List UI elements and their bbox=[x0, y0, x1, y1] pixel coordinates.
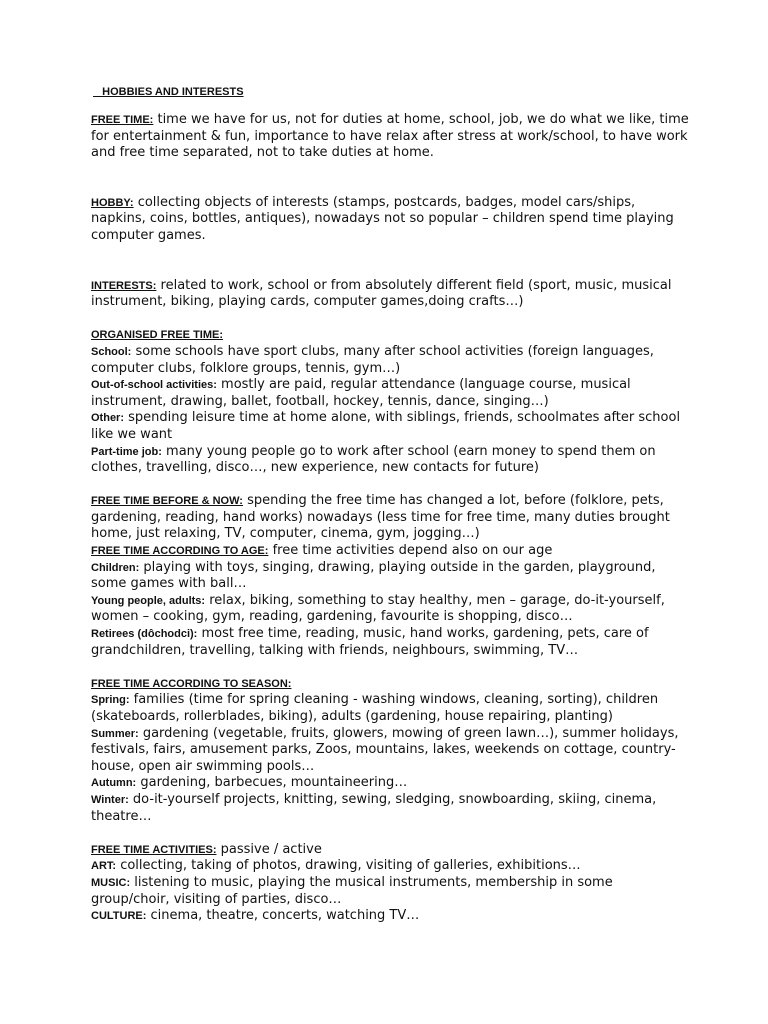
season-item-text: gardening, barbecues, mountaineering… bbox=[136, 775, 408, 791]
activities-item-text: cinema, theatre, concerts, watching TV… bbox=[146, 908, 420, 924]
organised-item-school bbox=[91, 344, 691, 377]
interests-text: related to work, school or from absolutely different field (sport, music, musical instrument, biking, playing cards, computer games,doing crafts…) bbox=[91, 277, 672, 310]
organised-item-label: Part-time job: bbox=[91, 445, 162, 458]
before-now-label: FREE TIME BEFORE & NOW: bbox=[91, 495, 243, 508]
season-item-spring bbox=[91, 692, 691, 725]
activities-heading bbox=[91, 842, 691, 859]
organised-item-label: School: bbox=[91, 345, 132, 358]
spacer bbox=[91, 477, 691, 494]
age-item-retirees bbox=[91, 626, 691, 659]
activities-item-art bbox=[91, 858, 691, 875]
season-heading bbox=[91, 676, 691, 693]
activities-item-label: CULTURE: bbox=[91, 910, 147, 923]
organised-item-text: spending leisure time at home alone, with siblings, friends, schoolmates after school like we want bbox=[91, 410, 681, 442]
season-label: FREE TIME ACCORDING TO SEASON: bbox=[91, 677, 292, 690]
age-item-children bbox=[91, 560, 691, 593]
hobby-text: collecting objects of interests (stamps, postcards, badges, model cars/ships, napkins, coins, bottles, antiques), nowadays not so popular – children spend time playing computer games. bbox=[91, 194, 674, 243]
season-item-text: do-it-yourself projects, knitting, sewing, sledging, snowboarding, skiing, cinema, theatre… bbox=[91, 791, 657, 824]
season-item-label: Summer: bbox=[91, 727, 139, 740]
age-item-label: Retirees (dôchodci): bbox=[91, 628, 198, 641]
organised-heading bbox=[91, 327, 691, 344]
organised-label: ORGANISED FREE TIME: bbox=[91, 329, 224, 342]
free-time-text: time we have for us, not for duties at home, school, job, we do what we like, time for entertainment & fun, importance to have relax after stress at work/school, to have work and free time separated, not to take duties at home. bbox=[91, 112, 689, 161]
organised-item-part-time-job bbox=[91, 444, 691, 477]
age-item-label: Young people, adults: bbox=[91, 594, 206, 607]
activities-item-music bbox=[91, 875, 691, 908]
interests-paragraph bbox=[91, 278, 691, 311]
spacer bbox=[91, 245, 691, 278]
free-time-paragraph bbox=[91, 112, 691, 162]
activities-item-text: collecting, taking of photos, drawing, visiting of galleries, exhibitions… bbox=[116, 858, 581, 874]
interests-label: INTERESTS: bbox=[91, 279, 157, 292]
organised-item-label: Other: bbox=[91, 412, 124, 425]
spacer bbox=[91, 659, 691, 676]
organised-item-label: Out-of-school activities: bbox=[91, 379, 217, 392]
age-label: FREE TIME ACCORDING TO AGE: bbox=[91, 545, 269, 558]
season-item-summer bbox=[91, 726, 691, 776]
age-item-label: Children: bbox=[91, 561, 140, 574]
free-time-label: FREE TIME: bbox=[91, 114, 154, 126]
organised-item-text: mostly are paid, regular attendance (language course, musical instrument, drawing, ballet, football, hockey, tennis, dance, singing…) bbox=[91, 377, 631, 409]
hobby-paragraph bbox=[91, 195, 691, 245]
season-item-label: Autumn: bbox=[91, 777, 137, 790]
document-page bbox=[91, 86, 691, 925]
season-item-autumn bbox=[91, 775, 691, 792]
activities-text: passive / active bbox=[216, 841, 322, 857]
season-item-label: Spring: bbox=[91, 694, 130, 707]
spacer bbox=[91, 311, 691, 328]
spacer bbox=[91, 162, 691, 195]
season-item-text: gardening (vegetable, fruits, glowers, mowing of green lawn…), summer holidays, festivals, fairs, amusement parks, Zoos, mountains, lakes, weekends on cottage, country-house, open air swimming pools… bbox=[91, 725, 679, 774]
season-item-winter bbox=[91, 792, 691, 825]
activities-item-text: listening to music, playing the musical instruments, membership in some group/choir, visiting of parties, disco… bbox=[91, 874, 613, 907]
season-item-label: Winter: bbox=[91, 793, 129, 806]
activities-label: FREE TIME ACTIVITIES: bbox=[91, 843, 217, 856]
age-heading bbox=[91, 543, 691, 560]
activities-item-label: ART: bbox=[91, 860, 117, 873]
organised-item-text: some schools have sport clubs, many after school activities (foreign languages, computer clubs, folklore groups, tennis, gym…) bbox=[91, 343, 654, 376]
season-item-text: families (time for spring cleaning - washing windows, cleaning, sorting), children (skateboards, rollerblades, biking), adults (gardening, house repairing, planting) bbox=[91, 692, 659, 724]
spacer bbox=[91, 825, 691, 842]
before-now-paragraph bbox=[91, 493, 691, 543]
age-text: free time activities depend also on our age bbox=[268, 543, 553, 559]
age-item-young-adults bbox=[91, 593, 691, 626]
activities-item-label: MUSIC: bbox=[91, 876, 131, 889]
document-title: HOBBIES AND INTERESTS bbox=[93, 86, 244, 98]
age-item-text: relax, biking, something to stay healthy, men – garage, do-it-yourself, women – cooking, gym, reading, gardening, favourite is shopping, disco… bbox=[91, 592, 665, 625]
before-now-text: spending the free time has changed a lot, before (folklore, pets, gardening, reading, hand works) nowadays (less time for free time, many duties brought home, just relaxing, TV, computer, cinema, gym, jogging…) bbox=[91, 493, 670, 542]
organised-item-out-of-school bbox=[91, 377, 691, 410]
age-item-text: playing with toys, singing, drawing, playing outside in the garden, playground, some games with ball… bbox=[91, 559, 656, 592]
age-item-text: most free time, reading, music, hand works, gardening, pets, care of grandchildren, travelling, talking with friends, neighbours, swimming, TV… bbox=[91, 626, 649, 658]
organised-item-text: many young people go to work after school (earn money to spend them on clothes, travelling, disco…, new experience, new contacts for future) bbox=[91, 443, 656, 476]
organised-item-other bbox=[91, 410, 691, 443]
activities-item-culture bbox=[91, 908, 691, 925]
hobby-label: HOBBY: bbox=[91, 196, 134, 209]
